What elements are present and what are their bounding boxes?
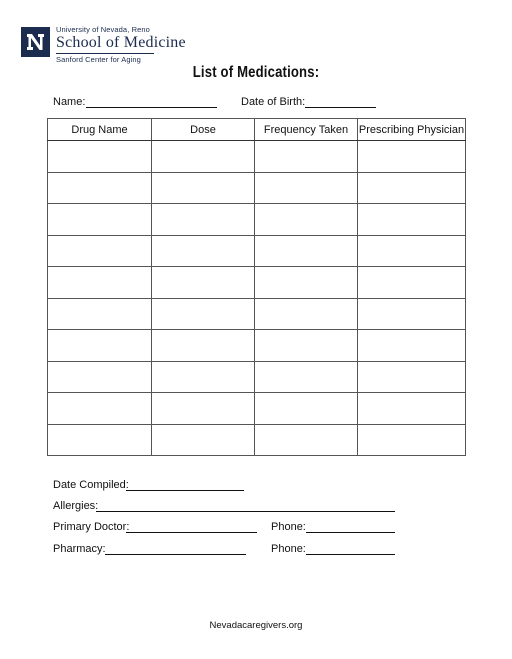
university-logo-emblem [21,27,50,57]
date-compiled-field[interactable] [126,490,244,491]
table-cell[interactable] [152,204,255,236]
table-row [48,298,466,330]
footer-website-link[interactable]: Nevadacaregivers.org [209,620,303,631]
column-header-prescribing-physician: Prescribing Physician [358,119,466,141]
table-cell[interactable] [255,330,358,362]
table-row [48,393,466,425]
date-compiled-label: Date Compiled: [53,479,129,491]
column-header-drug-name: Drug Name [48,119,152,141]
primary-doctor-phone-label: Phone: [271,521,306,533]
table-cell[interactable] [358,361,466,393]
logo-divider [56,53,154,54]
table-cell[interactable] [255,267,358,299]
primary-doctor-phone-field[interactable] [306,532,395,533]
table-cell[interactable] [152,267,255,299]
logo-school-name: School of Medicine [56,34,186,51]
logo-center-name: Sanford Center for Aging [56,55,141,64]
table-cell[interactable] [255,204,358,236]
table-cell[interactable] [358,141,466,173]
table-cell[interactable] [358,204,466,236]
table-cell[interactable] [358,267,466,299]
date-of-birth-label: Date of Birth: [241,96,306,108]
table-cell[interactable] [48,424,152,456]
pharmacy-phone-field[interactable] [306,554,395,555]
table-cell[interactable] [48,361,152,393]
table-cell[interactable] [48,393,152,425]
table-row [48,267,466,299]
name-field[interactable] [86,107,217,108]
name-label: Name: [53,96,86,108]
table-header-row [48,119,466,141]
table-cell[interactable] [255,172,358,204]
logo-university-name: University of Nevada, Reno [56,25,150,34]
block-n-logo-icon [21,27,50,57]
table-cell[interactable] [358,393,466,425]
table-row [48,172,466,204]
table-cell[interactable] [48,141,152,173]
table-cell[interactable] [152,235,255,267]
table-cell[interactable] [255,393,358,425]
table-row [48,330,466,362]
table-cell[interactable] [255,424,358,456]
allergies-field[interactable] [96,511,395,512]
table-cell[interactable] [152,424,255,456]
table-cell[interactable] [255,141,358,173]
table-cell[interactable] [48,298,152,330]
medications-table [47,118,466,456]
table-row [48,361,466,393]
table-cell[interactable] [255,361,358,393]
table-cell[interactable] [48,267,152,299]
table-cell[interactable] [48,172,152,204]
table-cell[interactable] [152,393,255,425]
column-header-dose: Dose [152,119,255,141]
table-row [48,141,466,173]
table-cell[interactable] [358,424,466,456]
table-cell[interactable] [152,330,255,362]
table-row [48,204,466,236]
allergies-label: Allergies: [53,500,99,512]
table-cell[interactable] [255,235,358,267]
table-cell[interactable] [255,298,358,330]
table-cell[interactable] [358,330,466,362]
table-cell[interactable] [152,298,255,330]
page-title: List of Medications: [192,64,320,81]
table-cell[interactable] [152,361,255,393]
date-of-birth-field[interactable] [305,107,376,108]
primary-doctor-label: Primary Doctor: [53,521,130,533]
pharmacy-label: Pharmacy: [53,543,106,555]
table-cell[interactable] [358,235,466,267]
primary-doctor-field[interactable] [126,532,257,533]
pharmacy-phone-label: Phone: [271,543,306,555]
table-cell[interactable] [358,172,466,204]
table-cell[interactable] [48,204,152,236]
table-cell[interactable] [48,235,152,267]
table-cell[interactable] [358,298,466,330]
table-cell[interactable] [48,330,152,362]
pharmacy-field[interactable] [105,554,246,555]
table-cell[interactable] [152,141,255,173]
table-cell[interactable] [152,172,255,204]
table-row [48,424,466,456]
column-header-frequency-taken: Frequency Taken [255,119,358,141]
table-row [48,235,466,267]
